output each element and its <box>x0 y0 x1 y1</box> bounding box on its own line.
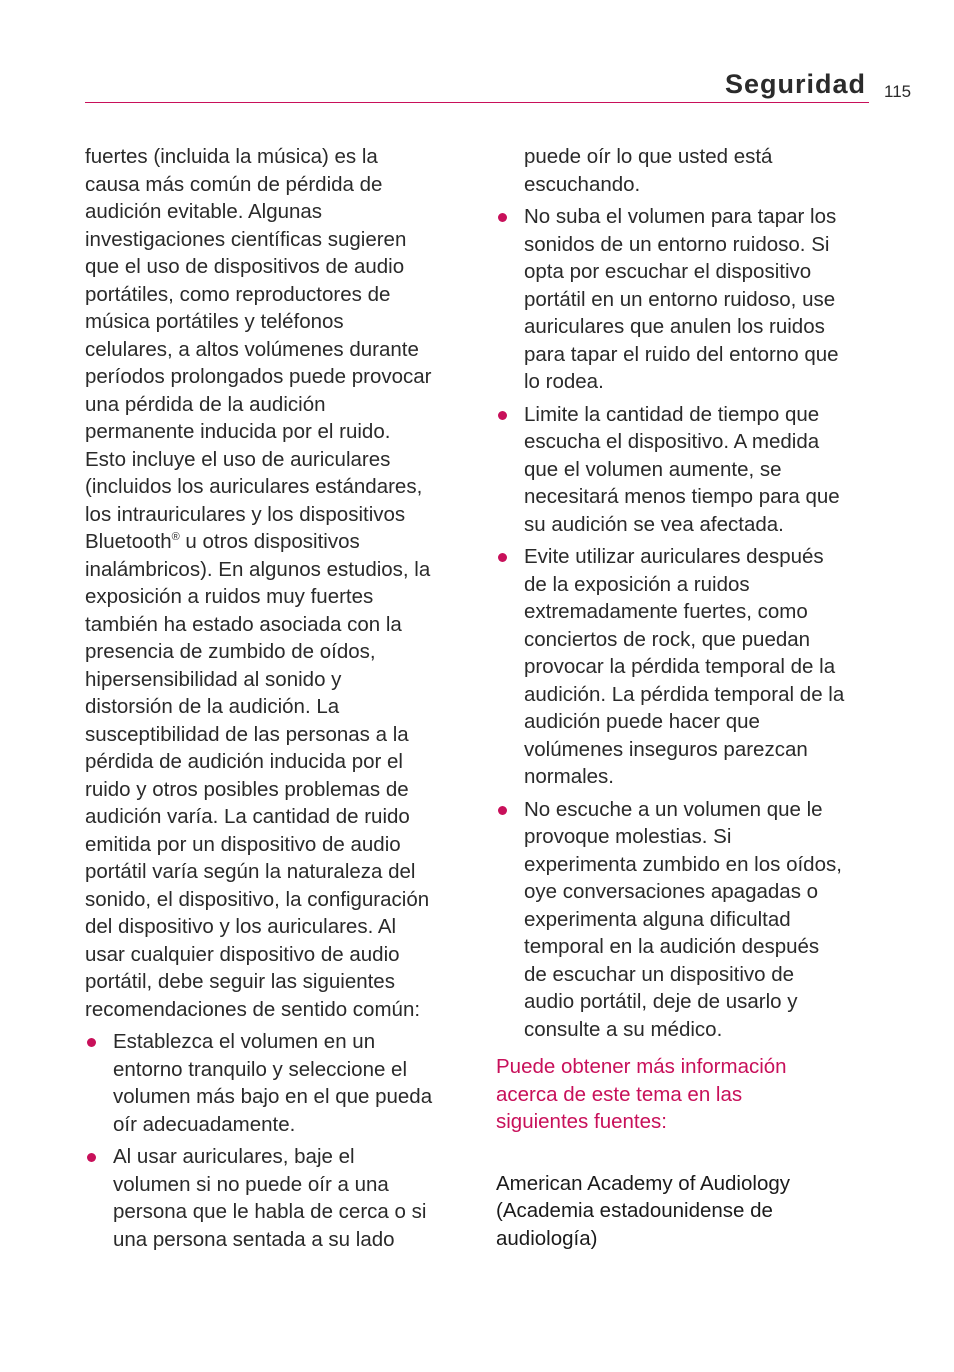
bullet-dot-icon <box>498 411 507 420</box>
list-item-line: entorno tranquilo y seleccione el <box>113 1057 408 1081</box>
list-item-line: oír adecuadamente. <box>113 1112 296 1136</box>
list-item-line: No escuche a un volumen que le <box>524 797 823 821</box>
paragraph-line: exposición a ruidos muy fuertes <box>85 585 374 608</box>
paragraph-line: ruido y otros posibles problemas de <box>85 777 409 801</box>
hearing-loss-paragraph <box>85 143 461 1023</box>
list-item-line: No suba el volumen para tapar los <box>524 205 837 228</box>
list-item-line: para tapar el ruido del entorno que <box>524 342 839 366</box>
paragraph-line: susceptibilidad de las personas a la <box>85 722 409 746</box>
list-item-line: su audición se vea afectada. <box>524 512 784 536</box>
info-note-line: acerca de este tema en las <box>496 1082 743 1106</box>
list-item-line: que el volumen aumente, se <box>524 457 782 481</box>
list-item <box>85 1143 461 1253</box>
list-item-line: conciertos de rock, que puedan <box>524 627 811 651</box>
list-item-line: Limite la cantidad de tiempo que <box>524 402 820 426</box>
list-item-line: Al usar auriculares, baje el <box>113 1145 355 1168</box>
recommendations-list-right <box>496 203 872 1043</box>
list-item-line: audio portátil, deje de usarlo y <box>524 990 798 1013</box>
paragraph-line: investigaciones científicas sugieren <box>85 227 407 251</box>
list-item-line: opta por escuchar el dispositivo <box>524 260 812 283</box>
paragraph-line: inalámbricos). En algunos estudios, la <box>85 557 431 581</box>
list-item <box>496 796 872 1044</box>
paragraph-line: pérdida de audición inducida por el <box>85 750 403 773</box>
list-item-line: Establezca el volumen en un <box>113 1030 376 1053</box>
paragraph-line: sonido, el dispositivo, la configuración <box>85 887 430 911</box>
source-line: audiología) <box>496 1226 598 1250</box>
list-item-line: necesitará menos tiempo para que <box>524 485 840 508</box>
list-item-line: puede oír lo que usted está <box>524 145 773 168</box>
right-column <box>496 143 872 1252</box>
list-item <box>496 203 872 396</box>
list-item-line: persona que le habla de cerca o si <box>113 1200 427 1223</box>
paragraph-line: que el uso de dispositivos de audio <box>85 255 405 278</box>
bullet-dot-icon <box>498 553 507 562</box>
paragraph-line: audición varía. La cantidad de ruido <box>85 805 410 828</box>
paragraph-line: Esto incluye el uso de auriculares <box>85 447 391 471</box>
source-line: (Academia estadounidense de <box>496 1199 773 1222</box>
list-item-line: provocar la pérdida temporal de la <box>524 655 836 678</box>
list-item-line: volumen si no puede oír a una <box>113 1172 389 1196</box>
paragraph-line: emitida por un dispositivo de audio <box>85 832 401 856</box>
list-item-line: temporal en la audición después <box>524 935 820 958</box>
list-item-line: audición. La pérdida temporal de la <box>524 682 845 706</box>
paragraph-line: hipersensibilidad al sonido y <box>85 667 342 691</box>
info-note-line: siguientes fuentes: <box>496 1110 667 1133</box>
bluetooth-word: Bluetooth <box>85 530 172 553</box>
list-item-line: escucha el dispositivo. A medida <box>524 430 820 453</box>
paragraph-line: música portátiles y teléfonos <box>85 310 344 333</box>
paragraph-line: celulares, a altos volúmenes durante <box>85 337 419 361</box>
list-item <box>85 1028 461 1138</box>
list-item <box>496 543 872 791</box>
list-item-continuation <box>496 143 872 198</box>
list-item-line: escuchando. <box>524 172 641 196</box>
list-item-line: normales. <box>524 765 615 788</box>
info-note-line: Puede obtener más información <box>496 1055 787 1078</box>
list-item <box>496 401 872 539</box>
page-number: 115 <box>884 82 912 101</box>
list-item-line: lo rodea. <box>524 370 604 393</box>
list-item-line: experimenta alguna dificultad <box>524 907 791 931</box>
bullet-dot-icon <box>87 1038 96 1047</box>
paragraph-line: portátil varía según la naturaleza del <box>85 860 416 883</box>
section-title: Seguridad <box>724 69 866 99</box>
paragraph-line: del dispositivo y los auriculares. Al <box>85 915 397 938</box>
paragraph-line: distorsión de la audición. La <box>85 695 340 718</box>
list-item-line: experimenta zumbido en los oídos, <box>524 852 842 876</box>
paragraph-line: presencia de zumbido de oídos, <box>85 640 376 663</box>
paragraph-line: causa más común de pérdida de <box>85 172 383 196</box>
paragraph-line: portátil, debe seguir las siguientes <box>85 970 395 993</box>
bullet-dot-icon <box>498 213 507 222</box>
bullet-dot-icon <box>498 806 507 815</box>
list-item-line: Evite utilizar auriculares después <box>524 545 824 568</box>
paragraph-line: permanente inducida por el ruido. <box>85 420 391 443</box>
more-info-note <box>496 1053 872 1136</box>
source-line: American Academy of Audiology <box>496 1171 790 1195</box>
paragraph-line: también ha estado asociada con la <box>85 612 402 636</box>
paragraph-line: audición evitable. Algunas <box>85 200 323 223</box>
paragraph-line: portátiles, como reproductores de <box>85 282 391 306</box>
list-item-line: volúmenes inseguros parezcan <box>524 737 808 761</box>
paragraph-line: (incluidos los auriculares estándares, <box>85 475 423 498</box>
registered-mark: ® <box>171 531 180 543</box>
paragraph-line: usar cualquier dispositivo de audio <box>85 942 400 966</box>
paragraph-line: una pérdida de la audición <box>85 392 326 416</box>
paragraph-line: recomendaciones de sentido común: <box>85 997 421 1021</box>
bluetooth-line <box>85 528 461 556</box>
list-item-line: audición puede hacer que <box>524 710 760 733</box>
list-item-line: auriculares que anulen los ruidos <box>524 315 825 338</box>
source-reference <box>496 1170 872 1253</box>
list-item-line: de la exposición a ruidos <box>524 572 750 596</box>
list-item-line: volumen más bajo en el que pueda <box>113 1085 433 1108</box>
list-item-line: portátil en un entorno ruidoso, use <box>524 287 836 311</box>
list-item-line: una persona sentada a su lado <box>113 1227 395 1251</box>
list-item-line: oye conversaciones apagadas o <box>524 880 819 903</box>
paragraph-line: períodos prolongados puede provocar <box>85 365 432 388</box>
recommendations-list-left <box>85 1028 461 1253</box>
bullet-dot-icon <box>87 1153 96 1162</box>
list-item-line: sonidos de un entorno ruidoso. Si <box>524 232 830 256</box>
paragraph-line: los intrauriculares y los dispositivos <box>85 502 406 526</box>
header-divider <box>85 102 869 103</box>
bluetooth-line-rest: u otros dispositivos <box>179 530 360 553</box>
list-item-line: de escuchar un dispositivo de <box>524 962 795 986</box>
left-column <box>85 143 461 1253</box>
list-item-line: provoque molestias. Si <box>524 825 732 848</box>
list-item-line: extremadamente fuertes, como <box>524 600 808 623</box>
paragraph-line: fuertes (incluida la música) es la <box>85 145 378 168</box>
list-item-line: consulte a su médico. <box>524 1017 723 1041</box>
